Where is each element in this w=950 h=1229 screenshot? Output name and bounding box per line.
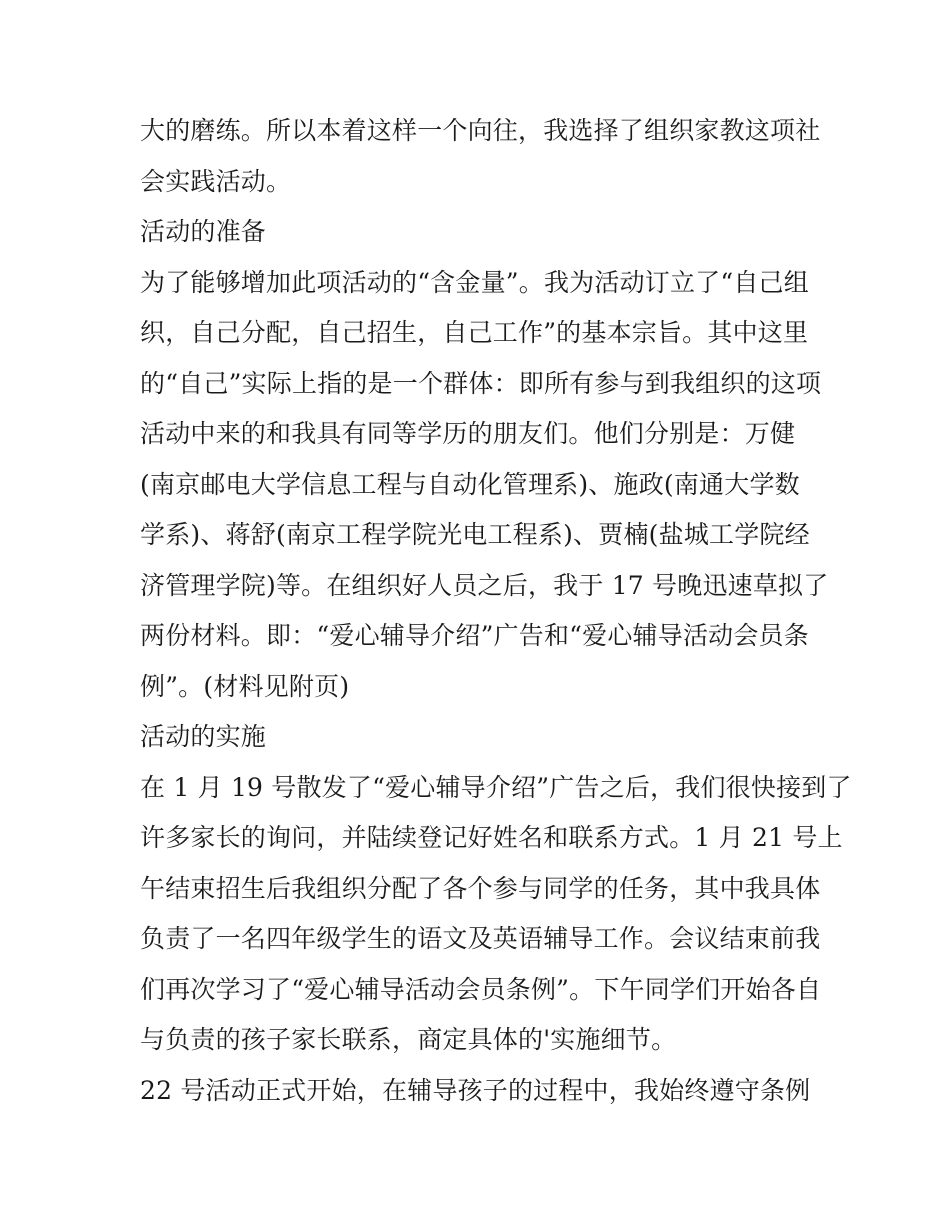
text-line: 与负责的孩子家长联系，商定具体的'实施细节。 [140, 1025, 677, 1054]
text-line: 们再次学习了“爱心辅导活动会员条例”。下午同学们开始各自 [140, 974, 822, 1004]
text-line: 织，自己分配，自己招生，自己工作”的基本宗旨。其中这里 [140, 318, 809, 347]
text-line: 午结束招生后我组织分配了各个参与同学的任务，其中我具体 [140, 873, 821, 903]
text-line: 例”。(材料见附页) [140, 671, 350, 701]
section-heading: 活动的实施 [140, 722, 267, 751]
text-line: 大的磨练。所以本着这样一个向往，我选择了组织家教这项社 [140, 116, 821, 145]
document-body [140, 106, 852, 1116]
text-line: 负责了一名四年级学生的语文及英语辅导工作。会议结束前我 [140, 924, 821, 953]
text-line: 为了能够增加此项活动的“含金量”。我为活动订立了“自己组 [140, 267, 809, 297]
text-line: 的“自己”实际上指的是一个群体：即所有参与到我组织的这项 [140, 368, 822, 398]
text-line: 22 号活动正式开始，在辅导孩子的过程中，我始终遵守条例 [140, 1075, 811, 1105]
text-line: 两份材料。即：“爱心辅导介绍”广告和“爱心辅导活动会员条 [140, 621, 809, 650]
text-line: 济管理学院)等。在组织好人员之后，我于 17 号晚迅速草拟了 [140, 570, 829, 600]
text-line: 活动中来的和我具有同等学历的朋友们。他们分别是：万健 [140, 419, 796, 448]
section-heading: 活动的准备 [140, 217, 267, 246]
text-line: 学系)、蒋舒(南京工程学院光电工程系)、贾楠(盐城工学院经 [140, 520, 810, 549]
text-line: (南京邮电大学信息工程与自动化管理系)、施政(南通大学数 [140, 469, 800, 499]
text-line: 在 1 月 19 号散发了“爱心辅导介绍”广告之后，我们很快接到了 [140, 772, 852, 802]
text-line: 会实践活动。 [140, 166, 292, 196]
text-line: 许多家长的询问，并陆续登记好姓名和联系方式。1 月 21 号上 [140, 823, 843, 852]
